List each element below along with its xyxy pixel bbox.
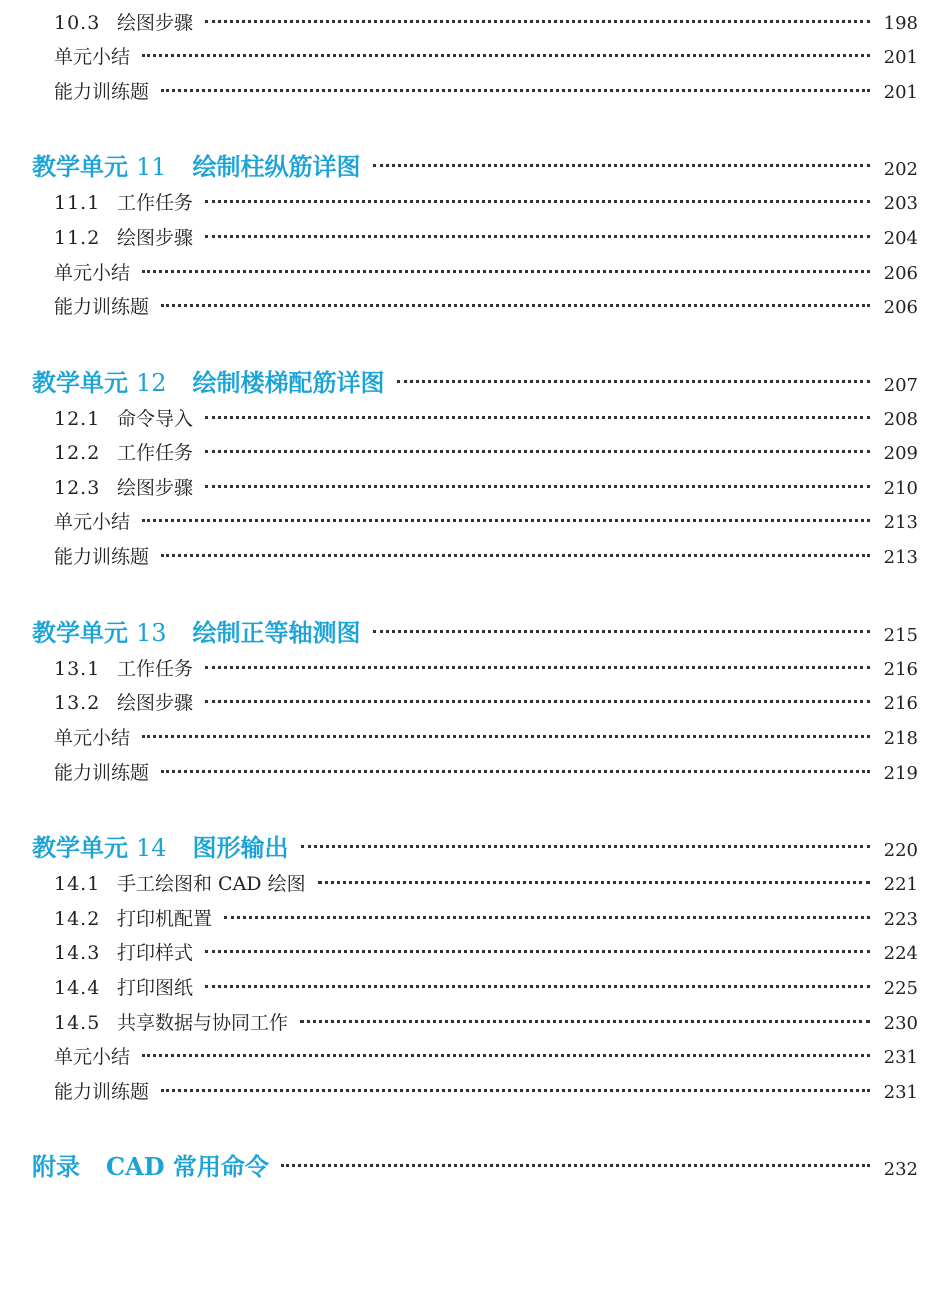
section-title: 单元小结 bbox=[54, 46, 131, 68]
toc-entry[interactable] bbox=[0, 507, 934, 537]
section-title: 能力训练题 bbox=[54, 81, 150, 103]
page-number: 204 bbox=[883, 228, 918, 249]
toc-unit-heading[interactable] bbox=[0, 147, 934, 185]
toc-unit-heading[interactable] bbox=[0, 1147, 934, 1185]
page-number: 218 bbox=[883, 728, 918, 749]
section-title: 打印机配置 bbox=[117, 908, 213, 930]
dot-leader bbox=[281, 1164, 870, 1167]
section-number: 14.3 bbox=[54, 942, 101, 964]
section-title: 能力训练题 bbox=[54, 296, 150, 318]
dot-leader bbox=[142, 270, 870, 273]
section-number: 14.5 bbox=[54, 1012, 101, 1034]
page-number: 225 bbox=[883, 978, 918, 999]
toc-entry[interactable] bbox=[0, 258, 934, 288]
section-number: 13.2 bbox=[54, 692, 101, 714]
section-number: 14.1 bbox=[54, 873, 101, 895]
page-number: 230 bbox=[883, 1013, 918, 1034]
dot-leader bbox=[142, 735, 870, 738]
toc-entry[interactable] bbox=[0, 1008, 934, 1038]
section-number: 14.4 bbox=[54, 977, 101, 999]
section-title: 工作任务 bbox=[117, 658, 194, 680]
page-number: 210 bbox=[883, 478, 918, 499]
toc-entry[interactable] bbox=[0, 688, 934, 718]
unit-number: 11 bbox=[136, 153, 167, 181]
toc-entry[interactable] bbox=[0, 77, 934, 107]
section-number: 11.1 bbox=[54, 192, 101, 214]
dot-leader bbox=[205, 700, 870, 703]
page-number: 209 bbox=[883, 443, 918, 464]
toc-entry[interactable] bbox=[0, 723, 934, 753]
dot-leader bbox=[224, 916, 870, 919]
section-number: 11.2 bbox=[54, 227, 101, 249]
section-number: 10.3 bbox=[54, 12, 101, 34]
unit-title: 绘制楼梯配筋详图 bbox=[192, 368, 385, 397]
toc-entry[interactable] bbox=[0, 438, 934, 468]
dot-leader bbox=[205, 20, 870, 23]
toc-entry[interactable] bbox=[0, 292, 934, 322]
dot-leader bbox=[205, 450, 870, 453]
toc-entry[interactable] bbox=[0, 869, 934, 899]
section-title: 工作任务 bbox=[117, 442, 194, 464]
page-number: 206 bbox=[883, 297, 918, 318]
unit-label: 教学单元 bbox=[32, 833, 128, 862]
dot-leader bbox=[161, 770, 870, 773]
section-title: 绘图步骤 bbox=[117, 12, 194, 34]
toc-entry[interactable] bbox=[0, 758, 934, 788]
section-title: 单元小结 bbox=[54, 727, 131, 749]
page-number: 208 bbox=[883, 409, 918, 430]
section-title: 绘图步骤 bbox=[117, 477, 194, 499]
unit-label: 教学单元 bbox=[32, 368, 128, 397]
unit-label: 教学单元 bbox=[32, 618, 128, 647]
dot-leader bbox=[142, 519, 870, 522]
dot-leader bbox=[142, 1054, 870, 1057]
section-number: 12.1 bbox=[54, 408, 101, 430]
section-title: 能力训练题 bbox=[54, 1081, 150, 1103]
page-number: 216 bbox=[883, 659, 918, 680]
page-number: 213 bbox=[883, 512, 918, 533]
toc-entry[interactable] bbox=[0, 8, 934, 38]
dot-leader bbox=[142, 54, 870, 57]
toc-entry[interactable] bbox=[0, 654, 934, 684]
page-number: 219 bbox=[883, 763, 918, 784]
page-number: 224 bbox=[883, 943, 918, 964]
section-title: 共享数据与协同工作 bbox=[117, 1012, 289, 1034]
unit-number: 14 bbox=[136, 834, 167, 862]
dot-leader bbox=[205, 666, 870, 669]
toc-entry[interactable] bbox=[0, 473, 934, 503]
section-title: 打印图纸 bbox=[117, 977, 194, 999]
toc-entry[interactable] bbox=[0, 973, 934, 1003]
page-number: 213 bbox=[883, 547, 918, 568]
section-title: 单元小结 bbox=[54, 1046, 131, 1068]
toc-entry[interactable] bbox=[0, 1042, 934, 1072]
dot-leader bbox=[373, 164, 870, 167]
page-number: 221 bbox=[883, 874, 918, 895]
page-number: 220 bbox=[883, 840, 918, 861]
unit-title: CAD 常用命令 bbox=[106, 1152, 269, 1181]
unit-title: 绘制柱纵筋详图 bbox=[192, 152, 361, 181]
page-number: 201 bbox=[883, 47, 918, 68]
dot-leader bbox=[161, 1089, 870, 1092]
toc-entry[interactable] bbox=[0, 404, 934, 434]
section-title: 单元小结 bbox=[54, 262, 131, 284]
section-title: 能力训练题 bbox=[54, 762, 150, 784]
page-number: 216 bbox=[883, 693, 918, 714]
unit-label: 教学单元 bbox=[32, 152, 128, 181]
dot-leader bbox=[161, 304, 870, 307]
toc-entry[interactable] bbox=[0, 188, 934, 218]
dot-leader bbox=[205, 485, 870, 488]
section-title: 命令导入 bbox=[117, 408, 194, 430]
toc-unit-heading[interactable] bbox=[0, 363, 934, 401]
page-number: 232 bbox=[883, 1159, 918, 1180]
page-number: 215 bbox=[883, 625, 918, 646]
section-number: 13.1 bbox=[54, 658, 101, 680]
toc-entry[interactable] bbox=[0, 223, 934, 253]
toc-unit-heading[interactable] bbox=[0, 828, 934, 866]
page-number: 206 bbox=[883, 263, 918, 284]
toc-entry[interactable] bbox=[0, 904, 934, 934]
section-title: 单元小结 bbox=[54, 511, 131, 533]
section-number: 12.3 bbox=[54, 477, 101, 499]
dot-leader bbox=[205, 985, 870, 988]
page-number: 231 bbox=[883, 1047, 918, 1068]
section-title: 绘图步骤 bbox=[117, 227, 194, 249]
unit-label: 附录 bbox=[32, 1152, 80, 1181]
dot-leader bbox=[373, 630, 870, 633]
dot-leader bbox=[397, 380, 870, 383]
dot-leader bbox=[205, 416, 870, 419]
page-number: 201 bbox=[883, 82, 918, 103]
toc-entry[interactable] bbox=[0, 938, 934, 968]
dot-leader bbox=[205, 950, 870, 953]
section-title: 工作任务 bbox=[117, 192, 194, 214]
section-title: 打印样式 bbox=[117, 942, 194, 964]
unit-number: 12 bbox=[136, 369, 167, 397]
page-number: 202 bbox=[883, 159, 918, 180]
toc-entry[interactable] bbox=[0, 42, 934, 72]
dot-leader bbox=[301, 845, 870, 848]
toc-entry[interactable] bbox=[0, 1077, 934, 1107]
dot-leader bbox=[318, 881, 870, 884]
dot-leader bbox=[161, 554, 870, 557]
dot-leader bbox=[300, 1020, 870, 1023]
toc-unit-heading[interactable] bbox=[0, 613, 934, 651]
unit-number: 13 bbox=[136, 619, 167, 647]
dot-leader bbox=[205, 200, 870, 203]
section-title: 能力训练题 bbox=[54, 546, 150, 568]
page-number: 231 bbox=[883, 1082, 918, 1103]
unit-title: 绘制正等轴测图 bbox=[192, 618, 361, 647]
page-number: 223 bbox=[883, 909, 918, 930]
page-number: 207 bbox=[883, 375, 918, 396]
section-title: 手工绘图和 CAD 绘图 bbox=[117, 873, 306, 895]
section-title: 绘图步骤 bbox=[117, 692, 194, 714]
page-number: 203 bbox=[883, 193, 918, 214]
section-number: 14.2 bbox=[54, 908, 101, 930]
page-number: 198 bbox=[883, 13, 918, 34]
toc-entry[interactable] bbox=[0, 542, 934, 572]
dot-leader bbox=[161, 89, 870, 92]
section-number: 12.2 bbox=[54, 442, 101, 464]
unit-title: 图形输出 bbox=[192, 833, 289, 862]
dot-leader bbox=[205, 235, 870, 238]
